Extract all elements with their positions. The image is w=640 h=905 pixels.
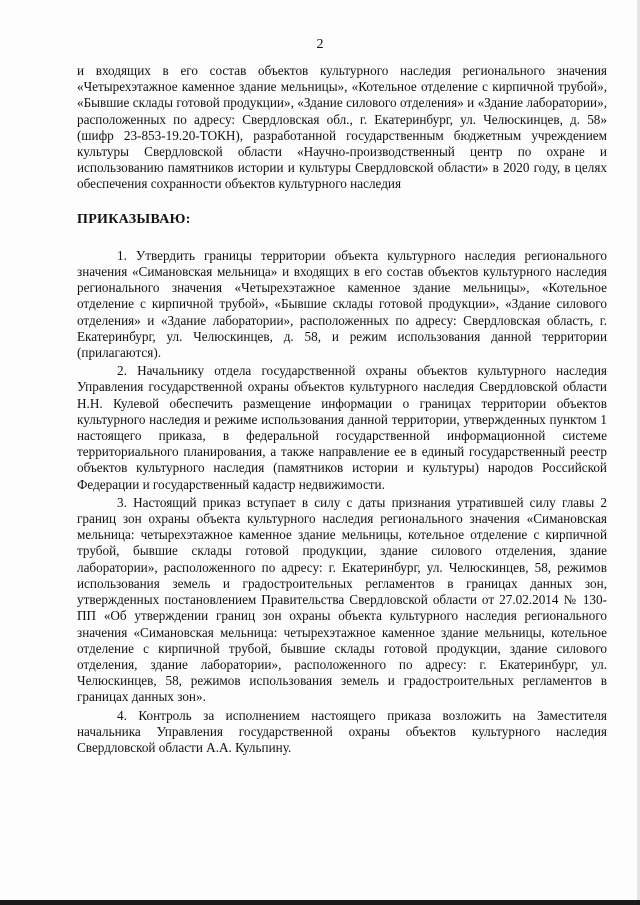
- intro-paragraph: и входящих в его состав объектов культурного наследия регионального значения «Четырехэтажное каменное здание мельницы», «Котельное отделение с кирпичной трубой», «Бывшие склады готовой продукции», «Здание силового отделения» и «Здание лаборатории», расположенных по адресу: Свердловская обл., г. Екатеринбург, ул. Челюскинцев, д. 58» (шифр 23-853-19.20-ТОКН), разработанной государственным бюджетным учреждением культуры Свердловской области «Научно-производственный центр по охране и использованию памятников истории и культуры Свердловской области» в 2020 году, в целях обеспечения сохранности объектов культурного наследия: [77, 63, 607, 192]
- order-item-2: 2. Начальнику отдела государственной охраны объектов культурного наследия Управления государственной охраны объектов культурного наследия Свердловской области Н.Н. Кулевой обеспечить размещение информации о границах территории объектов культурного наследия и режиме использования данной территории, утвержденных пунктом 1 настоящего приказа, в федеральной государственной информационной системе территориального планирования, а также направление ее в единый государственный реестр объектов культурного наследия (памятников истории и культуры) народов Российской Федерации и государственный кадастр недвижимости.: [77, 363, 607, 492]
- order-item-4: 4. Контроль за исполнением настоящего приказа возложить на Заместителя начальника Управления государственной охраны объектов культурного наследия Свердловской области А.А. Кульпину.: [77, 707, 607, 755]
- scan-edge-bottom: [0, 900, 640, 905]
- page-number: 2: [316, 37, 324, 52]
- document-body: [77, 63, 607, 756]
- order-item-3: 3. Настоящий приказ вступает в силу с даты признания утратившей силу главы 2 границ зон охраны объекта культурного наследия регионального значения «Симановская мельница: четырехэтажное каменное здание мельницы, котельное отделение с кирпичной трубой, бывшие склады готовой продукции, здание силового отделения, здание лаборатории», расположенного по адресу: г. Екатеринбург, ул. Челюскинцев, 58, режимов использования земель и градостроительных регламентов в границах данных зон, утвержденных постановлением Правительства Свердловской области от 27.02.2014 № 130-ПП «Об утверждении границ зон охраны объекта культурного наследия регионального значения «Симановская мельница: четырехэтажное каменное здание мельницы, котельное отделение с кирпичной трубой, бывшие склады готовой продукции, здание силового отделения, здание лаборатории», расположенного по адресу: г. Екатеринбург, ул. Челюскинцев, 58, режимов использования земель и градостроительных регламентов в границах данных зон».: [77, 494, 607, 705]
- order-item-1: 1. Утвердить границы территории объекта культурного наследия регионального значения «Симановская мельница» и входящих в его состав объектов культурного наследия регионального значения «Четырехэтажное каменное здание мельницы», «Котельное отделение с кирпичной трубой», «Бывшие склады готовой продукции», «Здание силового отделения» и «Здание лаборатории», расположенных по адресу: Свердловская область, г. Екатеринбург, ул. Челюскинцев, д. 58, и режим использования данной территории (прилагаются).: [77, 247, 607, 361]
- order-heading: ПРИКАЗЫВАЮ:: [77, 211, 191, 227]
